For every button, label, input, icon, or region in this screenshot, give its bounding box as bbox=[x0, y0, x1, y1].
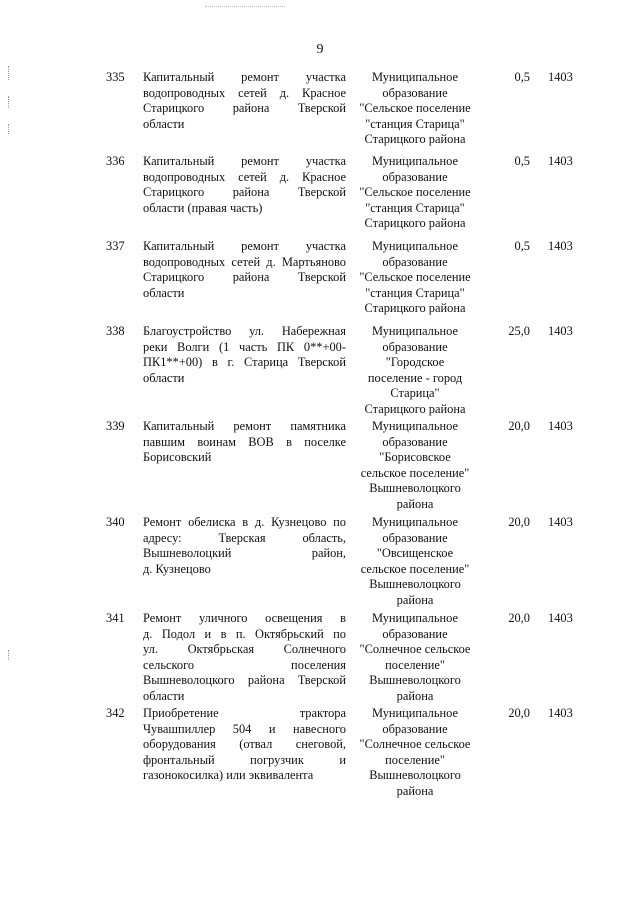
description-line: области bbox=[143, 688, 185, 703]
table-row bbox=[0, 706, 640, 798]
table-row bbox=[0, 324, 640, 416]
recipient-line: образование bbox=[382, 626, 448, 641]
item-description bbox=[143, 419, 346, 466]
recipient-line: "Солнечное сельское bbox=[359, 642, 471, 656]
description-line: Капитальный ремонт участка bbox=[143, 154, 346, 168]
recipient-municipality bbox=[355, 324, 475, 417]
description-line: Старицкого района Тверской bbox=[143, 270, 346, 284]
recipient-line: образование bbox=[382, 85, 448, 100]
amount-value: 25,0 bbox=[508, 324, 530, 338]
recipient-line: поселение" bbox=[385, 752, 445, 767]
recipient-line: Вышневолоцкого bbox=[369, 577, 461, 591]
budget-code: 1403 bbox=[548, 611, 573, 625]
recipient-municipality bbox=[355, 70, 475, 148]
item-description bbox=[143, 154, 346, 216]
budget-code: 1403 bbox=[548, 324, 573, 338]
budget-code: 1403 bbox=[548, 239, 573, 253]
recipient-line: образование bbox=[382, 339, 448, 354]
recipient-line: Старицкого района bbox=[364, 301, 466, 315]
budget-code: 1403 bbox=[548, 154, 573, 168]
item-description bbox=[143, 70, 346, 132]
recipient-line: Вышневолоцкого bbox=[369, 673, 461, 687]
recipient-line: Муниципальное bbox=[372, 515, 458, 529]
budget-code: 1403 bbox=[548, 706, 573, 720]
recipient-line: "станция Старица" bbox=[365, 116, 465, 131]
amount-value: 0,5 bbox=[514, 239, 530, 253]
amount-value: 20,0 bbox=[508, 515, 530, 529]
item-description bbox=[143, 324, 346, 386]
description-line: области bbox=[143, 285, 185, 300]
table-row bbox=[0, 239, 640, 319]
item-description bbox=[143, 239, 346, 301]
description-line: Приобретение трактора bbox=[143, 706, 346, 720]
table-row bbox=[0, 154, 640, 234]
amount-value: 20,0 bbox=[508, 419, 530, 433]
description-line: ул. Октябрьская Солнечного bbox=[143, 642, 346, 656]
recipient-line: Старица" bbox=[390, 386, 440, 400]
description-line: Капитальный ремонт участка bbox=[143, 70, 346, 84]
item-number: 341 bbox=[106, 611, 125, 625]
amount-value: 20,0 bbox=[508, 706, 530, 720]
amount-value: 0,5 bbox=[514, 154, 530, 168]
recipient-line: "Солнечное сельское bbox=[359, 737, 471, 751]
recipient-line: "Сельское поселение bbox=[359, 185, 471, 199]
page-number: 9 bbox=[316, 42, 324, 57]
description-line: Вышневолоцкого района Тверской bbox=[143, 673, 346, 687]
description-line: области bbox=[143, 116, 185, 131]
description-line: адресу: Тверская область, bbox=[143, 530, 346, 545]
recipient-line: района bbox=[396, 592, 434, 607]
recipient-line: Муниципальное bbox=[372, 419, 458, 433]
description-line: водопроводных сетей д. Красное bbox=[143, 85, 346, 100]
recipient-municipality bbox=[355, 419, 475, 512]
description-line: Борисовский bbox=[143, 450, 212, 464]
recipient-line: "Городское bbox=[385, 355, 445, 369]
recipient-line: "станция Старица" bbox=[365, 200, 465, 215]
item-number: 336 bbox=[106, 154, 125, 168]
recipient-line: Старицкого района bbox=[364, 132, 466, 146]
budget-code: 1403 bbox=[548, 515, 573, 529]
recipient-line: поселение - город bbox=[367, 370, 463, 385]
recipient-line: "Борисовское bbox=[379, 450, 451, 464]
scan-artifact bbox=[205, 6, 285, 10]
recipient-municipality bbox=[355, 706, 475, 799]
recipient-line: района bbox=[396, 496, 434, 511]
description-line: сельского поселения bbox=[143, 657, 346, 672]
description-line: павшим воинам ВОВ в поселке bbox=[143, 434, 346, 449]
recipient-line: образование bbox=[382, 721, 448, 736]
table-row bbox=[0, 515, 640, 607]
recipient-line: Вышневолоцкого bbox=[369, 481, 461, 495]
item-description bbox=[143, 706, 346, 784]
recipient-municipality bbox=[355, 611, 475, 704]
item-number: 337 bbox=[106, 239, 125, 253]
recipient-line: Муниципальное bbox=[372, 706, 458, 720]
description-line: Вышневолоцкий район, bbox=[143, 546, 346, 560]
table-row bbox=[0, 419, 640, 511]
item-number: 338 bbox=[106, 324, 125, 338]
budget-code: 1403 bbox=[548, 419, 573, 433]
recipient-line: образование bbox=[382, 254, 448, 269]
recipient-line: Муниципальное bbox=[372, 70, 458, 84]
description-line: Старицкого района Тверской bbox=[143, 185, 346, 199]
amount-value: 0,5 bbox=[514, 70, 530, 84]
description-line: Ремонт обелиска в д. Кузнецово по bbox=[143, 515, 346, 529]
description-line: оборудования (отвал снеговой, bbox=[143, 737, 346, 751]
description-line: Капитальный ремонт участка bbox=[143, 239, 346, 253]
item-description bbox=[143, 611, 346, 704]
recipient-line: сельское поселение" bbox=[360, 465, 470, 480]
description-line: реки Волги (1 часть ПК 0**+00- bbox=[143, 339, 346, 354]
table-row bbox=[0, 70, 640, 150]
recipient-line: района bbox=[396, 688, 434, 703]
recipient-line: "Овсищенское bbox=[376, 546, 454, 560]
budget-code: 1403 bbox=[548, 70, 573, 84]
recipient-line: Муниципальное bbox=[372, 239, 458, 253]
description-line: области bbox=[143, 370, 185, 385]
recipient-line: "Сельское поселение bbox=[359, 101, 471, 115]
description-line: ПК1**+00) в г. Старица Тверской bbox=[143, 355, 346, 369]
recipient-municipality bbox=[355, 239, 475, 317]
item-number: 342 bbox=[106, 706, 125, 720]
description-line: газонокосилка) или эквивалента bbox=[143, 768, 314, 782]
description-line: водопроводных сетей д. Мартьяново bbox=[143, 254, 346, 269]
recipient-line: образование bbox=[382, 530, 448, 545]
description-line: Чувашпиллер 504 и навесного bbox=[143, 721, 346, 736]
recipient-line: сельское поселение" bbox=[360, 561, 470, 576]
recipient-line: Старицкого района bbox=[364, 401, 466, 416]
table-row bbox=[0, 611, 640, 703]
description-line: водопроводных сетей д. Красное bbox=[143, 169, 346, 184]
recipient-line: Муниципальное bbox=[372, 324, 458, 338]
recipient-line: Муниципальное bbox=[372, 611, 458, 625]
recipient-line: "Сельское поселение bbox=[359, 270, 471, 284]
description-line: области (правая часть) bbox=[143, 200, 263, 215]
recipient-line: района bbox=[396, 783, 434, 798]
recipient-line: образование bbox=[382, 169, 448, 184]
item-description bbox=[143, 515, 346, 577]
description-line: Капитальный ремонт памятника bbox=[143, 419, 346, 433]
description-line: фронтальный погрузчик и bbox=[143, 752, 346, 767]
recipient-line: Старицкого района bbox=[364, 216, 466, 230]
item-number: 339 bbox=[106, 419, 125, 433]
description-line: д. Подол и в п. Октябрьский по bbox=[143, 626, 346, 641]
description-line: Старицкого района Тверской bbox=[143, 101, 346, 115]
recipient-line: образование bbox=[382, 434, 448, 449]
description-line: д. Кузнецово bbox=[143, 561, 211, 576]
recipient-line: Вышневолоцкого bbox=[369, 768, 461, 782]
recipient-municipality bbox=[355, 154, 475, 232]
item-number: 335 bbox=[106, 70, 125, 84]
recipient-line: Муниципальное bbox=[372, 154, 458, 168]
amount-value: 20,0 bbox=[508, 611, 530, 625]
description-line: Благоустройство ул. Набережная bbox=[143, 324, 346, 338]
recipient-municipality bbox=[355, 515, 475, 608]
recipient-line: поселение" bbox=[385, 657, 445, 672]
recipient-line: "станция Старица" bbox=[365, 285, 465, 300]
description-line: Ремонт уличного освещения в bbox=[143, 611, 346, 625]
item-number: 340 bbox=[106, 515, 125, 529]
